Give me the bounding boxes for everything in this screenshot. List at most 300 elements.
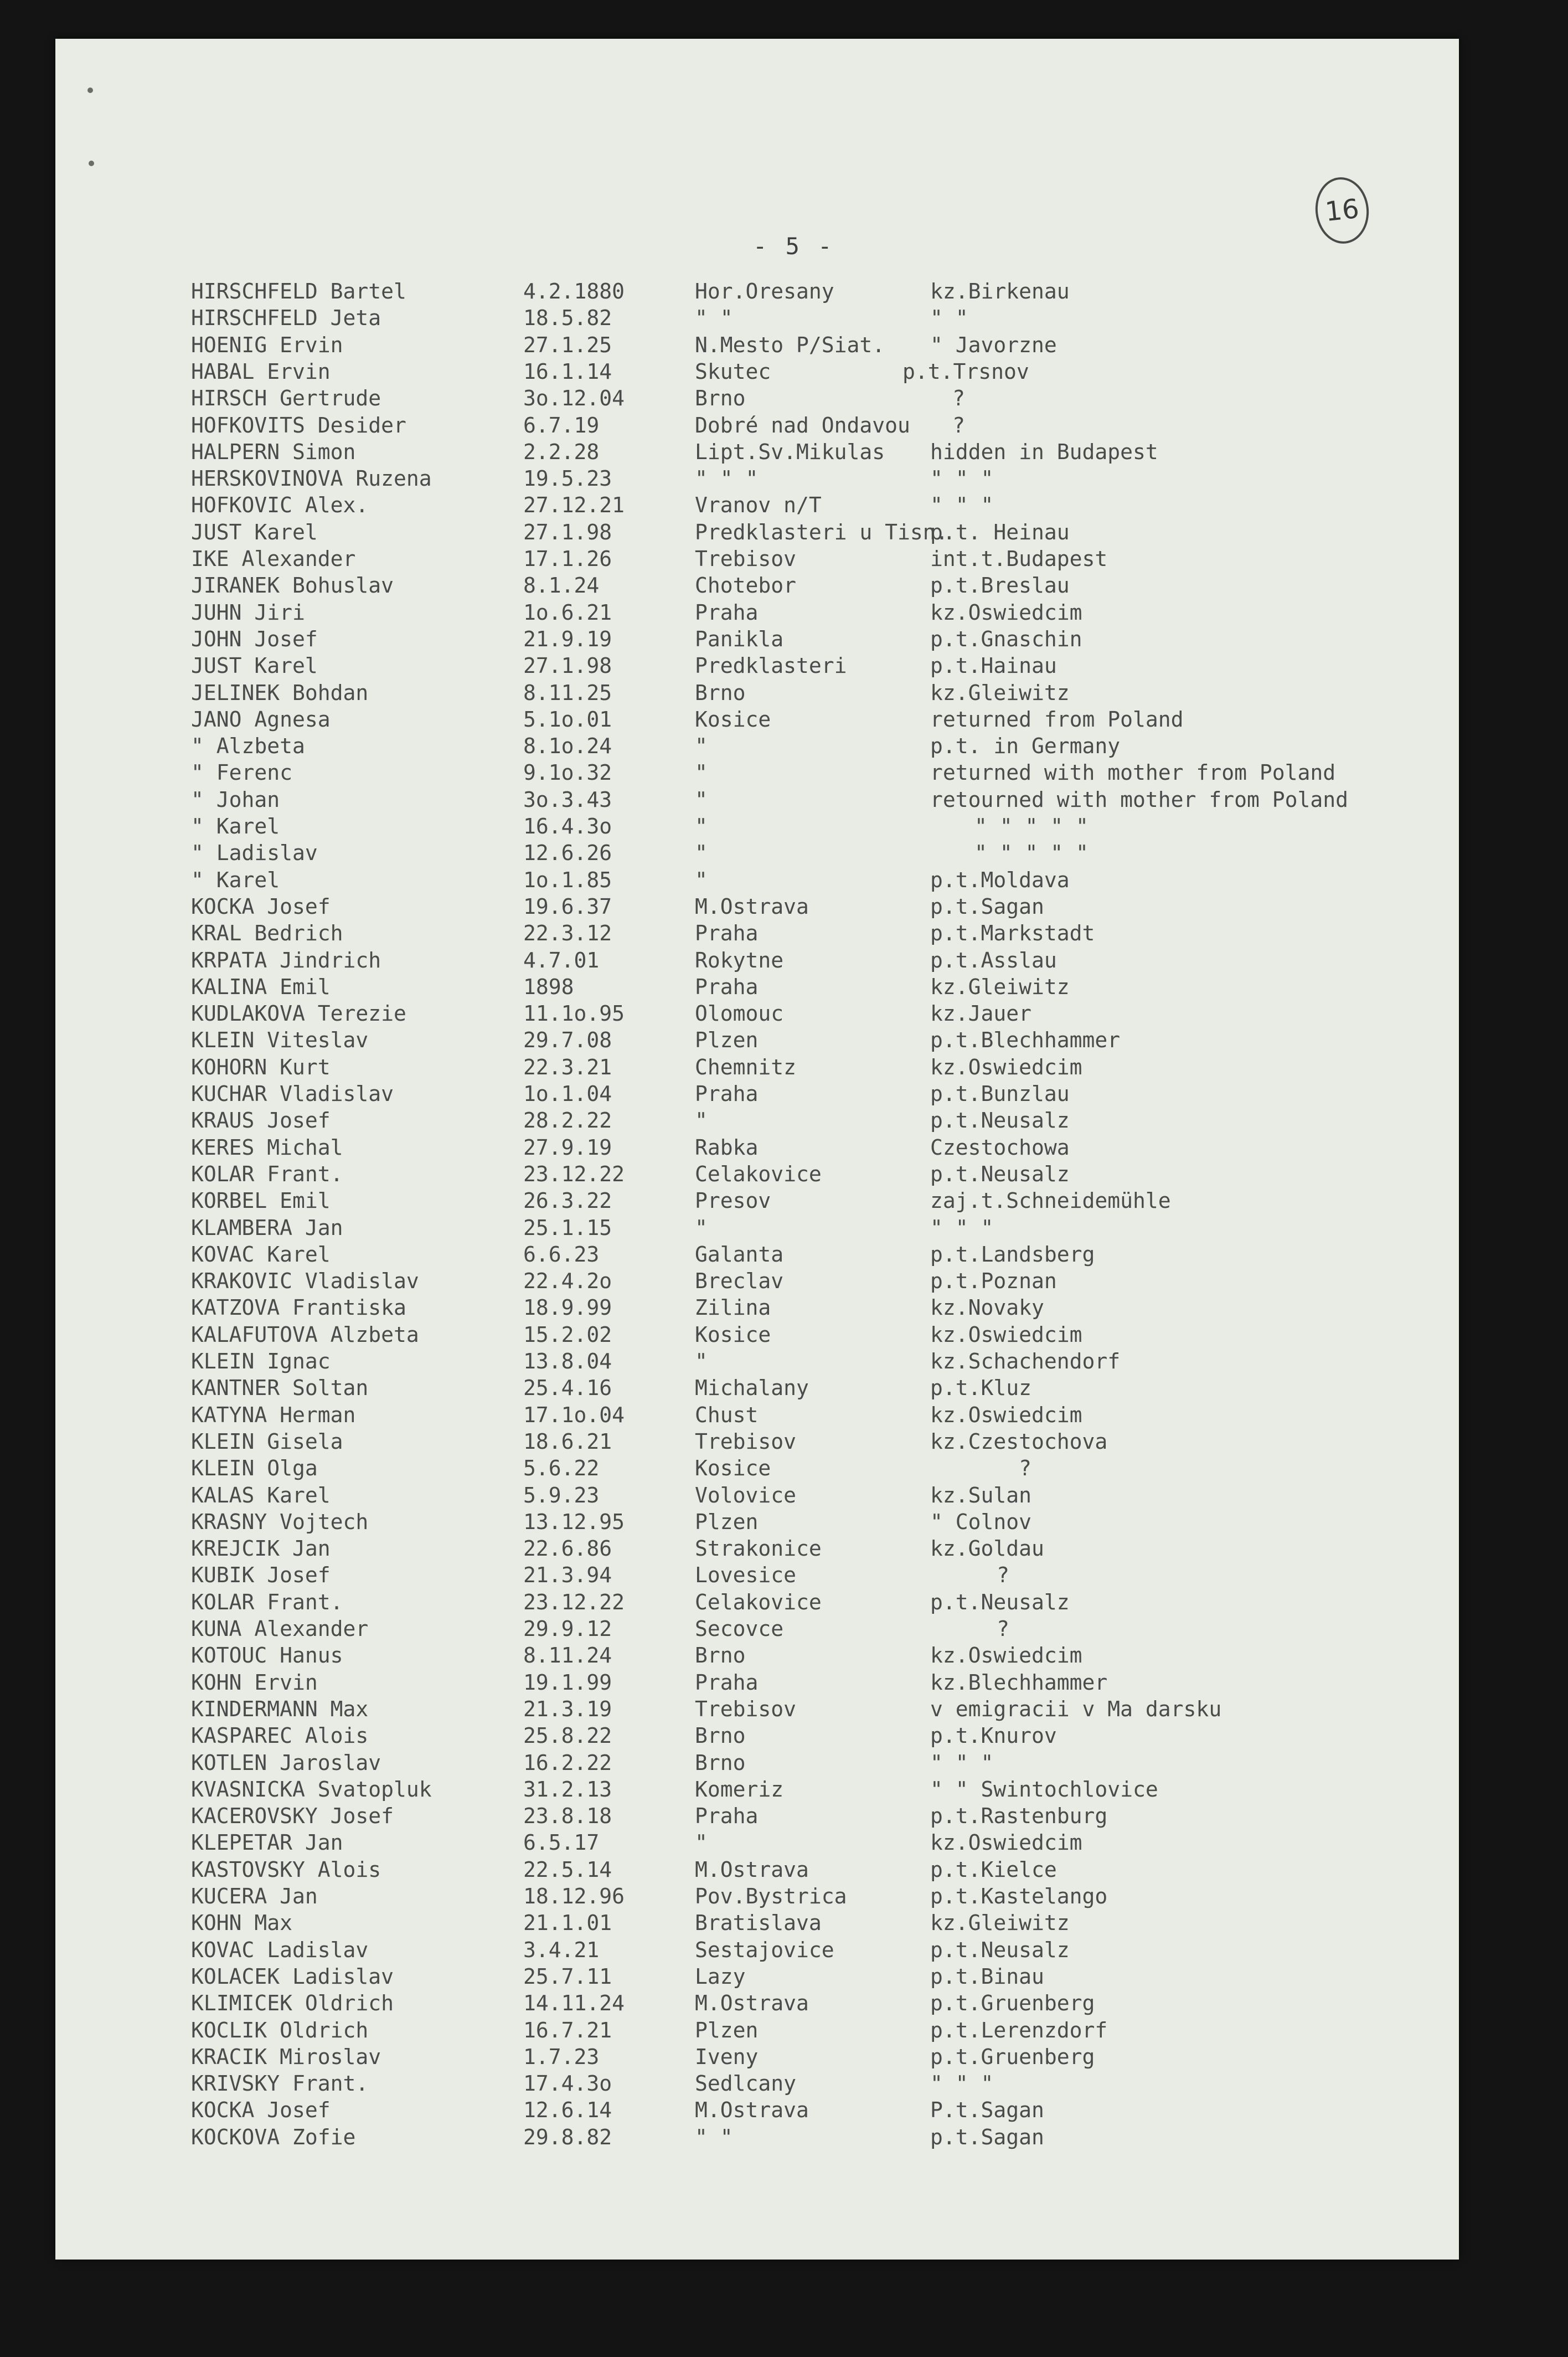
birth-date: 6.7.19 [523, 413, 600, 438]
list-row [55, 385, 1459, 411]
fate-note: v emigracii v Ma darsku [930, 1696, 1222, 1721]
birth-date: 19.1.99 [523, 1670, 612, 1695]
list-row [55, 1000, 1459, 1027]
person-name: HOFKOVITS Desider [191, 413, 406, 438]
place-of-origin: Praha [695, 1082, 759, 1106]
place-of-origin: Trebisov [695, 547, 797, 571]
place-of-origin: " [695, 1830, 708, 1855]
birth-date: 16.2.22 [523, 1750, 612, 1775]
person-name: KOTLEN Jaroslav [191, 1750, 381, 1775]
place-of-origin: " [695, 787, 708, 812]
place-of-origin: Plzen [695, 1028, 759, 1053]
birth-date: 22.3.12 [523, 921, 612, 946]
birth-date: 22.5.14 [523, 1857, 612, 1882]
person-name: JANO Agnesa [191, 707, 331, 732]
place-of-origin: Praha [695, 974, 759, 999]
birth-date: 8.1o.24 [523, 734, 612, 759]
birth-date: 17.1o.04 [523, 1402, 625, 1427]
birth-date: 12.6.14 [523, 2098, 612, 2123]
birth-date: 15.2.02 [523, 1322, 612, 1347]
list-row [55, 1535, 1459, 1562]
fate-note: p.t.Gruenberg [930, 2044, 1095, 2069]
person-name: JIRANEK Bohuslav [191, 573, 394, 598]
person-name: JOHN Josef [191, 626, 318, 651]
list-row [55, 332, 1459, 358]
list-row [55, 305, 1459, 331]
birth-date: 17.4.3o [523, 2071, 612, 2096]
person-name: KOCLIK Oldrich [191, 2018, 369, 2042]
person-name: KOHN Max [191, 1911, 293, 1936]
person-name: KALAFUTOVA Alzbeta [191, 1322, 419, 1347]
birth-date: 27.1.25 [523, 332, 612, 357]
list-row [55, 1669, 1459, 1696]
place-of-origin: Volovice [695, 1483, 797, 1507]
birth-date: 23.12.22 [523, 1161, 625, 1186]
list-row [55, 947, 1459, 974]
person-name: KOLACEK Ladislav [191, 1964, 394, 1989]
person-name: KRASNY Vojtech [191, 1509, 369, 1534]
list-row [55, 974, 1459, 1000]
fate-note: p.t.Rastenburg [930, 1804, 1108, 1829]
fate-note: p.t.Markstadt [930, 921, 1095, 946]
list-row [55, 1321, 1459, 1348]
birth-date: 25.8.22 [523, 1723, 612, 1748]
fate-note: p.t.Landsberg [930, 1242, 1095, 1267]
place-of-origin: " [695, 867, 708, 892]
list-row [55, 867, 1459, 893]
birth-date: 21.3.94 [523, 1563, 612, 1588]
person-name: " Karel [191, 814, 280, 838]
list-row [55, 1482, 1459, 1509]
list-row [55, 786, 1459, 813]
person-name: KASPAREC Alois [191, 1723, 369, 1748]
place-of-origin: Zilina [695, 1295, 771, 1320]
fate-note: " " " [930, 466, 994, 491]
birth-date: 5.6.22 [523, 1456, 600, 1481]
birth-date: 4.2.1880 [523, 279, 625, 303]
fate-note: hidden in Budapest [930, 439, 1158, 464]
list-row [55, 2097, 1459, 2123]
birth-date: 2.2.28 [523, 439, 600, 464]
birth-date: 1.7.23 [523, 2044, 600, 2069]
birth-date: 16.4.3o [523, 814, 612, 838]
person-name: JUST Karel [191, 653, 318, 678]
place-of-origin: Praha [695, 600, 759, 625]
list-row [55, 1294, 1459, 1321]
place-of-origin: Lovesice [695, 1563, 797, 1588]
place-of-origin: " [695, 814, 708, 838]
birth-date: 1o.1.85 [523, 867, 612, 892]
fate-note: " " " " " [974, 841, 1089, 866]
fate-note: " Colnov [930, 1509, 1032, 1534]
place-of-origin: Brno [695, 1750, 746, 1775]
person-name: KUCERA Jan [191, 1884, 318, 1908]
fate-note: kz.Oswiedcim [930, 1402, 1082, 1427]
birth-date: 3o.3.43 [523, 787, 612, 812]
place-of-origin: Lazy [695, 1964, 746, 1989]
list-row [55, 1348, 1459, 1375]
place-of-origin: " " [695, 2124, 733, 2149]
birth-date: 13.8.04 [523, 1349, 612, 1373]
list-row [55, 1134, 1459, 1161]
place-of-origin: " [695, 734, 708, 759]
birth-date: 16.7.21 [523, 2018, 612, 2042]
list-row [55, 1402, 1459, 1428]
place-of-origin: Brno [695, 1723, 746, 1748]
place-of-origin: " " [695, 306, 733, 331]
fate-note: kz.Oswiedcim [930, 1830, 1082, 1855]
list-row [55, 545, 1459, 572]
place-of-origin: Plzen [695, 1509, 759, 1534]
birth-date: 16.1.14 [523, 359, 612, 384]
list-row [55, 1615, 1459, 1642]
person-name: HIRSCH Gertrude [191, 386, 381, 411]
fate-note: p.t.Kastelango [930, 1884, 1108, 1908]
place-of-origin: " " " [695, 466, 759, 491]
place-of-origin: " [695, 1215, 708, 1240]
place-of-origin: Chotebor [695, 573, 797, 598]
person-name: HOFKOVIC Alex. [191, 493, 369, 518]
person-name: JUST Karel [191, 519, 318, 544]
person-name: KRPATA Jindrich [191, 948, 381, 972]
person-name: KOCKOVA Zofie [191, 2124, 356, 2149]
person-name: KATYNA Herman [191, 1402, 356, 1427]
list-row [55, 680, 1459, 706]
fate-note: kz.Schachendorf [930, 1349, 1121, 1373]
birth-date: 28.2.22 [523, 1108, 612, 1133]
list-row [55, 1963, 1459, 1990]
fate-note: returned with mother from Poland [930, 760, 1336, 785]
place-of-origin: N.Mesto P/Siat. [695, 332, 885, 357]
person-name: KOLAR Frant. [191, 1589, 343, 1614]
list-row [55, 2044, 1459, 2070]
birth-date: 22.3.21 [523, 1054, 612, 1079]
person-name: " Johan [191, 787, 280, 812]
list-row [55, 2124, 1459, 2150]
place-of-origin: Breclav [695, 1269, 784, 1294]
person-name: KLIMICEK Oldrich [191, 1991, 394, 2016]
fate-note: p.t.Hainau [930, 653, 1057, 678]
list-row [55, 519, 1459, 545]
fate-note: kz.Jauer [930, 1001, 1032, 1026]
list-row [55, 1722, 1459, 1749]
fate-note: kz.Gleiwitz [930, 974, 1070, 999]
list-row [55, 358, 1459, 385]
fate-note: " " " [930, 2071, 994, 2096]
person-name: KOCKA Josef [191, 894, 331, 919]
person-name: KORBEL Emil [191, 1188, 331, 1213]
list-row [55, 1428, 1459, 1455]
birth-date: 19.5.23 [523, 466, 612, 491]
place-of-origin: Praha [695, 1670, 759, 1695]
birth-date: 29.8.82 [523, 2124, 612, 2149]
place-of-origin: Chemnitz [695, 1054, 797, 1079]
list-row [55, 2017, 1459, 2044]
place-of-origin: Rokytne [695, 948, 784, 972]
list-row [55, 1027, 1459, 1053]
person-name: JELINEK Bohdan [191, 680, 369, 705]
fate-note: p.t.Neusalz [930, 1161, 1070, 1186]
place-of-origin: Michalany [695, 1376, 809, 1401]
person-name: KREJCIK Jan [191, 1536, 331, 1561]
birth-date: 18.12.96 [523, 1884, 625, 1908]
fate-note: p.t.Gnaschin [930, 626, 1082, 651]
place-of-origin: Strakonice [695, 1536, 822, 1561]
person-name: KRAUS Josef [191, 1108, 331, 1133]
birth-date: 1898 [523, 974, 574, 999]
place-of-origin: Praha [695, 1804, 759, 1829]
person-name: JUHN Jiri [191, 600, 305, 625]
list-row [55, 1161, 1459, 1187]
birth-date: 29.9.12 [523, 1617, 612, 1641]
place-of-origin: M.Ostrava [695, 894, 809, 919]
birth-date: 29.7.08 [523, 1028, 612, 1053]
person-name: KLAMBERA Jan [191, 1215, 343, 1240]
list-row [55, 1562, 1459, 1588]
list-row [55, 1642, 1459, 1669]
list-row [55, 1509, 1459, 1535]
person-name: KUDLAKOVA Terezie [191, 1001, 406, 1026]
person-name: " Karel [191, 867, 280, 892]
fate-note: kz.Oswiedcim [930, 1643, 1082, 1668]
list-row [55, 1107, 1459, 1134]
fate-note: kz.Oswiedcim [930, 1054, 1082, 1079]
person-name: KUNA Alexander [191, 1617, 369, 1641]
fate-note: p.t.Gruenberg [930, 1991, 1095, 2016]
birth-date: 27.12.21 [523, 493, 625, 518]
person-name: " Ferenc [191, 760, 293, 785]
person-name: KOHN Ervin [191, 1670, 318, 1695]
fate-note: p.t.Knurov [930, 1723, 1057, 1748]
birth-date: 8.1.24 [523, 573, 600, 598]
place-of-origin: Sestajovice [695, 1937, 834, 1962]
birth-date: 17.1.26 [523, 547, 612, 571]
birth-date: 5.9.23 [523, 1483, 600, 1507]
place-of-origin: Celakovice [695, 1589, 822, 1614]
birth-date: 18.9.99 [523, 1295, 612, 1320]
birth-date: 18.5.82 [523, 306, 612, 331]
list-row [55, 626, 1459, 652]
fate-note: p.t.Sagan [930, 2124, 1044, 2149]
fate-note: P.t.Sagan [930, 2098, 1044, 2123]
fate-note: " " " [930, 1750, 994, 1775]
fate-note: kz.Gleiwitz [930, 680, 1070, 705]
place-of-origin: Hor.Oresany [695, 279, 834, 303]
list-row [55, 1187, 1459, 1214]
place-of-origin: Presov [695, 1188, 771, 1213]
fate-note: p.t. in Germany [930, 734, 1121, 759]
birth-date: 1o.1.04 [523, 1082, 612, 1106]
list-row [55, 840, 1459, 866]
list-row [55, 1054, 1459, 1080]
list-row [55, 1375, 1459, 1401]
list-row [55, 733, 1459, 759]
list-row [55, 1455, 1459, 1481]
birth-date: 18.6.21 [523, 1429, 612, 1454]
person-name: KLEIN Olga [191, 1456, 318, 1481]
fate-note: p.t.Asslau [930, 948, 1057, 972]
folio-number: 16 [1312, 174, 1372, 246]
birth-date: 27.1.98 [523, 519, 612, 544]
person-name: KLEIN Viteslav [191, 1028, 369, 1053]
person-name: KATZOVA Frantiska [191, 1295, 406, 1320]
person-name: HIRSCHFELD Bartel [191, 279, 406, 303]
person-name: KANTNER Soltan [191, 1376, 369, 1401]
place-of-origin: Plzen [695, 2018, 759, 2042]
fate-note: " " [930, 306, 968, 331]
list-row [55, 412, 1459, 439]
fate-note: kz.Birkenau [930, 279, 1070, 303]
birth-date: 8.11.24 [523, 1643, 612, 1668]
fate-note: p.t.Lerenzdorf [930, 2018, 1108, 2042]
birth-date: 11.1o.95 [523, 1001, 625, 1026]
place-of-origin: Predklasteri u Tisn. [695, 519, 948, 544]
fate-note: kz.Oswiedcim [930, 1322, 1082, 1347]
fate-note: " " " [930, 493, 994, 518]
birth-date: 21.3.19 [523, 1696, 612, 1721]
list-row [55, 1080, 1459, 1107]
fate-note: ? [952, 386, 965, 411]
person-name: KRAKOVIC Vladislav [191, 1269, 419, 1294]
place-of-origin: " [695, 841, 708, 866]
list-row [55, 1829, 1459, 1856]
fate-note: p.t.Binau [930, 1964, 1044, 1989]
list-row [55, 599, 1459, 626]
place-of-origin: Praha [695, 921, 759, 946]
person-name: KOVAC Karel [191, 1242, 331, 1267]
list-row [55, 1910, 1459, 1936]
person-name: KLEIN Ignac [191, 1349, 331, 1373]
fate-note: ? [997, 1563, 1009, 1588]
fate-note: ? [997, 1617, 1009, 1641]
person-name: " Ladislav [191, 841, 318, 866]
birth-date: 13.12.95 [523, 1509, 625, 1534]
place-of-origin: Trebisov [695, 1696, 797, 1721]
person-name: KASTOVSKY Alois [191, 1857, 381, 1882]
place-of-origin: Brno [695, 1643, 746, 1668]
place-of-origin: Brno [695, 386, 746, 411]
person-name: HALPERN Simon [191, 439, 356, 464]
birth-date: 25.7.11 [523, 1964, 612, 1989]
fate-note: returned from Poland [930, 707, 1184, 732]
list-row [55, 1589, 1459, 1615]
person-name: KUBIK Josef [191, 1563, 331, 1588]
place-of-origin: Bratislava [695, 1911, 822, 1936]
place-of-origin: Galanta [695, 1242, 784, 1267]
list-row [55, 813, 1459, 840]
birth-date: 22.4.2o [523, 1269, 612, 1294]
person-name: KUCHAR Vladislav [191, 1082, 394, 1106]
fate-note: kz.Novaky [930, 1295, 1044, 1320]
person-name: KOVAC Ladislav [191, 1937, 369, 1962]
person-name: KOCKA Josef [191, 2098, 331, 2123]
birth-date: 5.1o.01 [523, 707, 612, 732]
person-name: KRAL Bedrich [191, 921, 343, 946]
person-name: " Alzbeta [191, 734, 305, 759]
person-name: IKE Alexander [191, 547, 356, 571]
fate-note: retourned with mother from Poland [930, 787, 1348, 812]
fate-note: p.t.Moldava [930, 867, 1070, 892]
list-row [55, 1749, 1459, 1776]
place-of-origin: Sedlcany [695, 2071, 797, 2096]
fate-note: p.t.Poznan [930, 1269, 1057, 1294]
place-of-origin: " [695, 1108, 708, 1133]
birth-date: 8.11.25 [523, 680, 612, 705]
place-of-origin: Chust [695, 1402, 759, 1427]
fate-note: p.t.Trsnov [902, 359, 1029, 384]
person-name: KLEIN Gisela [191, 1429, 343, 1454]
fate-note: kz.Goldau [930, 1536, 1044, 1561]
list-row [55, 920, 1459, 946]
place-of-origin: Iveny [695, 2044, 759, 2069]
place-of-origin: Trebisov [695, 1429, 797, 1454]
list-row [55, 492, 1459, 518]
place-of-origin: Secovce [695, 1617, 784, 1641]
page-number: - 5 - [753, 233, 834, 260]
list-row [55, 1937, 1459, 1963]
birth-date: 25.1.15 [523, 1215, 612, 1240]
list-row [55, 1268, 1459, 1294]
birth-date: 23.12.22 [523, 1589, 625, 1614]
place-of-origin: M.Ostrava [695, 1991, 809, 2016]
list-row [55, 465, 1459, 492]
birth-date: 21.1.01 [523, 1911, 612, 1936]
fate-note: kz.Oswiedcim [930, 600, 1082, 625]
place-of-origin: Celakovice [695, 1161, 822, 1186]
fate-note: p.t.Kluz [930, 1376, 1032, 1401]
birth-date: 22.6.86 [523, 1536, 612, 1561]
fate-note: " " Swintochlovice [930, 1777, 1158, 1802]
person-name: KOHORN Kurt [191, 1054, 331, 1079]
list-row [55, 2070, 1459, 2097]
fate-note: kz.Sulan [930, 1483, 1032, 1507]
person-name: HOENIG Ervin [191, 332, 343, 357]
fate-note: p.t.Bunzlau [930, 1082, 1070, 1106]
fate-note: p.t. Heinau [930, 519, 1070, 544]
person-name: KRIVSKY Frant. [191, 2071, 369, 2096]
list-row [55, 1856, 1459, 1883]
person-name: HIRSCHFELD Jeta [191, 306, 381, 331]
birth-date: 19.6.37 [523, 894, 612, 919]
place-of-origin: M.Ostrava [695, 2098, 809, 2123]
fate-note: p.t.Breslau [930, 573, 1070, 598]
fate-note: p.t.Kielce [930, 1857, 1057, 1882]
birth-date: 12.6.26 [523, 841, 612, 866]
person-name: KOLAR Frant. [191, 1161, 343, 1186]
fate-note: kz.Czestochova [930, 1429, 1108, 1454]
place-of-origin: M.Ostrava [695, 1857, 809, 1882]
fate-note: ? [1019, 1456, 1031, 1481]
birth-date: 1o.6.21 [523, 600, 612, 625]
list-row [55, 652, 1459, 679]
list-row [55, 1883, 1459, 1910]
place-of-origin: Dobré nad Ondavou [695, 413, 910, 438]
person-name: KERES Michal [191, 1135, 343, 1160]
place-of-origin: Brno [695, 680, 746, 705]
birth-date: 3.4.21 [523, 1937, 600, 1962]
place-of-origin: Predklasteri [695, 653, 847, 678]
birth-date: 25.4.16 [523, 1376, 612, 1401]
fate-note: zaj.t.Schneidemühle [930, 1188, 1171, 1213]
person-name: KALINA Emil [191, 974, 331, 999]
birth-date: 21.9.19 [523, 626, 612, 651]
birth-date: 31.2.13 [523, 1777, 612, 1802]
person-name: HABAL Ervin [191, 359, 331, 384]
place-of-origin: Vranov n/T [695, 493, 822, 518]
fate-note: p.t.Neusalz [930, 1937, 1070, 1962]
list-row [55, 1241, 1459, 1268]
person-name: KACEROVSKY Josef [191, 1804, 394, 1829]
